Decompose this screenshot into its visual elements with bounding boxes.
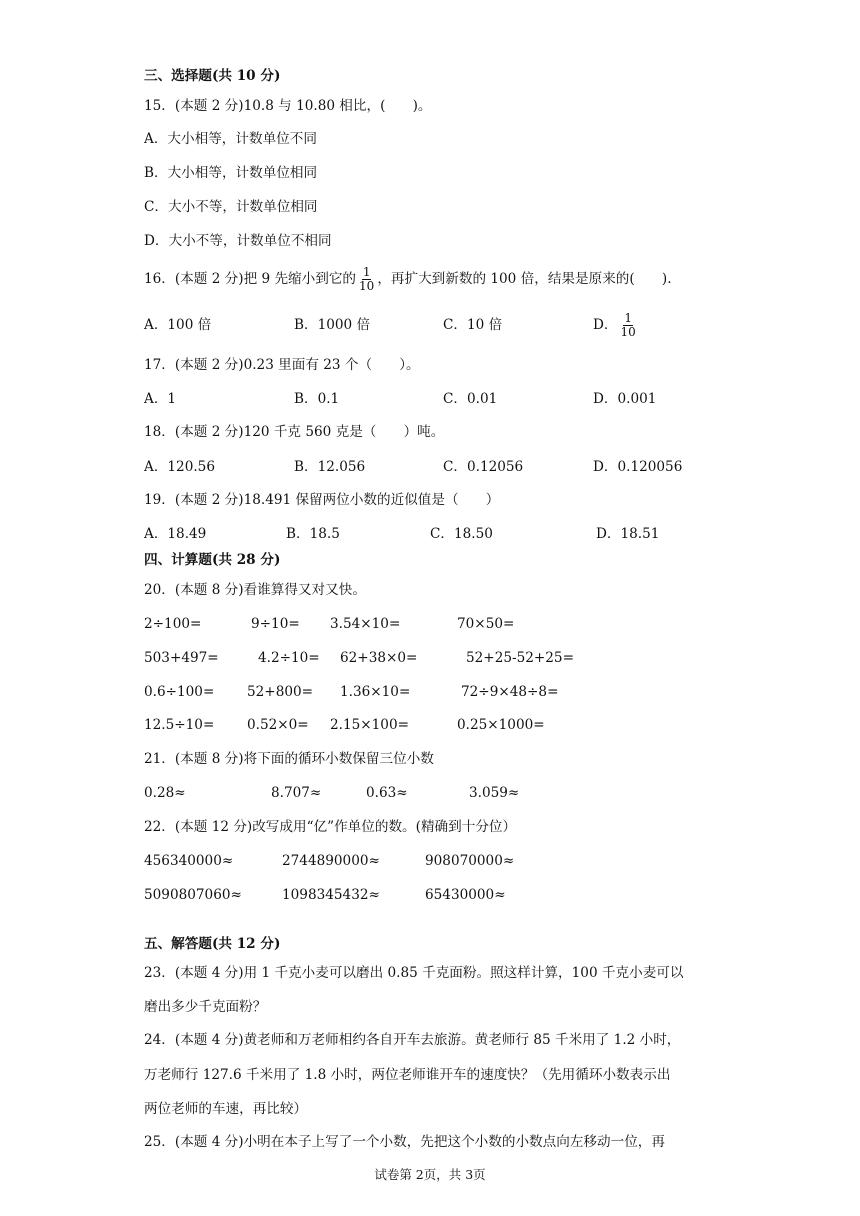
calc-item: 4.2÷10= [258, 650, 320, 666]
question-16-stem-end: ，再扩大到新数的 100 倍，结果是原来的( ). [377, 271, 672, 287]
question-18-option-a: A．120.56 [144, 459, 215, 475]
section-3-heading: 三、选择题(共 10 分) [144, 68, 281, 84]
question-19-option-d: D．18.51 [596, 526, 660, 542]
fraction-denominator: 10 [359, 279, 375, 293]
fraction-denominator: 10 [620, 325, 636, 339]
question-16-option-d-label: D． [593, 317, 618, 333]
question-18-stem: 18．(本题 2 分)120 千克 560 克是（ ）吨。 [144, 424, 445, 440]
fraction-one-tenth [358, 266, 375, 293]
question-18-option-c: C．0.12056 [443, 459, 524, 475]
question-17-option-d: D．0.001 [593, 391, 657, 407]
conversion-item: 2744890000≈ [282, 853, 380, 869]
conversion-item: 65430000≈ [425, 887, 506, 903]
question-18-option-b: B．12.056 [294, 459, 366, 475]
question-15-option-a: A．大小相等，计数单位不同 [144, 131, 317, 147]
question-15-option-c: C．大小不等，计数单位相同 [144, 199, 318, 215]
repeating-decimal-item: 8.707≈ [271, 785, 322, 801]
question-15-option-d: D．大小不等，计数单位不相同 [144, 233, 332, 249]
calc-item: 0.6÷100= [144, 684, 215, 700]
calc-item: 72÷9×48÷8= [461, 684, 559, 700]
question-16-option-d [593, 306, 639, 344]
question-18-option-d: D．0.120056 [593, 459, 683, 475]
question-20-stem: 20．(本题 8 分)看谁算得又对又快。 [144, 582, 366, 598]
conversion-item: 908070000≈ [425, 853, 515, 869]
repeating-decimal-item: 0.63≈ [366, 785, 408, 801]
calc-item: 52+800= [247, 684, 314, 700]
fraction-numerator: 1 [624, 311, 632, 325]
question-25-line-1: 25．(本题 4 分)小明在本子上写了一个小数，先把这个小数的小数点向左移动一位，再 [144, 1134, 665, 1150]
question-24-line-1: 24．(本题 4 分)黄老师和万老师相约各自开车去旅游。黄老师行 85 千米用了 1.2 小时， [144, 1032, 681, 1048]
question-23-line-1: 23．(本题 4 分)用 1 千克小麦可以磨出 0.85 千克面粉。照这样计算，100 千克小麦可以 [144, 965, 684, 981]
option-d-fraction [620, 312, 637, 339]
question-17-option-a: A．1 [144, 391, 177, 407]
calc-item: 12.5÷10= [144, 717, 215, 733]
conversion-item: 456340000≈ [144, 853, 234, 869]
question-24-line-2: 万老师行 127.6 千米用了 1.8 小时，两位老师谁开车的速度快？（先用循环小数表示出 [144, 1067, 671, 1083]
question-19-option-b: B．18.5 [286, 526, 340, 542]
page-footer: 试卷第 2页，共 3页 [374, 1167, 486, 1182]
fraction-numerator: 1 [362, 265, 371, 279]
question-16-option-a: A．100 倍 [144, 317, 212, 333]
question-17-option-b: B．0.1 [294, 391, 340, 407]
calc-item: 9÷10= [251, 616, 300, 632]
calc-item: 70×50= [457, 616, 515, 632]
calc-item: 0.52×0= [247, 717, 309, 733]
calc-item: 52+25-52+25= [466, 650, 574, 666]
calc-item: 2÷100= [144, 616, 202, 632]
section-4-heading: 四、计算题(共 28 分) [144, 552, 281, 568]
question-23-line-2: 磨出多少千克面粉？ [144, 999, 267, 1015]
question-19-option-a: A．18.49 [144, 526, 207, 542]
question-15-option-b: B．大小相等，计数单位相同 [144, 165, 318, 181]
calc-item: 3.54×10= [330, 616, 401, 632]
question-22-stem: 22．(本题 12 分)改写成用“亿”作单位的数。(精确到十分位） [144, 819, 517, 835]
question-16-option-c: C．10 倍 [443, 317, 503, 333]
question-16-stem [144, 264, 672, 294]
section-5-heading: 五、解答题(共 12 分) [144, 936, 281, 952]
repeating-decimal-item: 3.059≈ [469, 785, 520, 801]
question-15-stem: 15．(本题 2 分)10.8 与 10.80 相比，( )。 [144, 98, 432, 114]
question-19-stem: 19．(本题 2 分)18.491 保留两位小数的近似值是（ ） [144, 492, 500, 508]
question-17-stem: 17．(本题 2 分)0.23 里面有 23 个（ ）。 [144, 357, 420, 373]
question-24-line-3: 两位老师的车速，再比较） [144, 1101, 308, 1117]
question-19-option-c: C．18.50 [430, 526, 493, 542]
repeating-decimal-item: 0.28≈ [144, 785, 186, 801]
question-17-option-c: C．0.01 [443, 391, 498, 407]
question-21-stem: 21．(本题 8 分)将下面的循环小数保留三位小数 [144, 751, 434, 767]
calc-item: 1.36×10= [340, 684, 411, 700]
calc-item: 0.25×1000= [457, 717, 545, 733]
question-16-stem-start: 16．(本题 2 分)把 9 先缩小到它的 [144, 271, 357, 287]
calc-item: 62+38×0= [340, 650, 418, 666]
conversion-item: 1098345432≈ [282, 887, 380, 903]
question-16-option-b: B．1000 倍 [294, 317, 371, 333]
calc-item: 503+497= [144, 650, 219, 666]
calc-item: 2.15×100= [330, 717, 409, 733]
conversion-item: 5090807060≈ [144, 887, 242, 903]
